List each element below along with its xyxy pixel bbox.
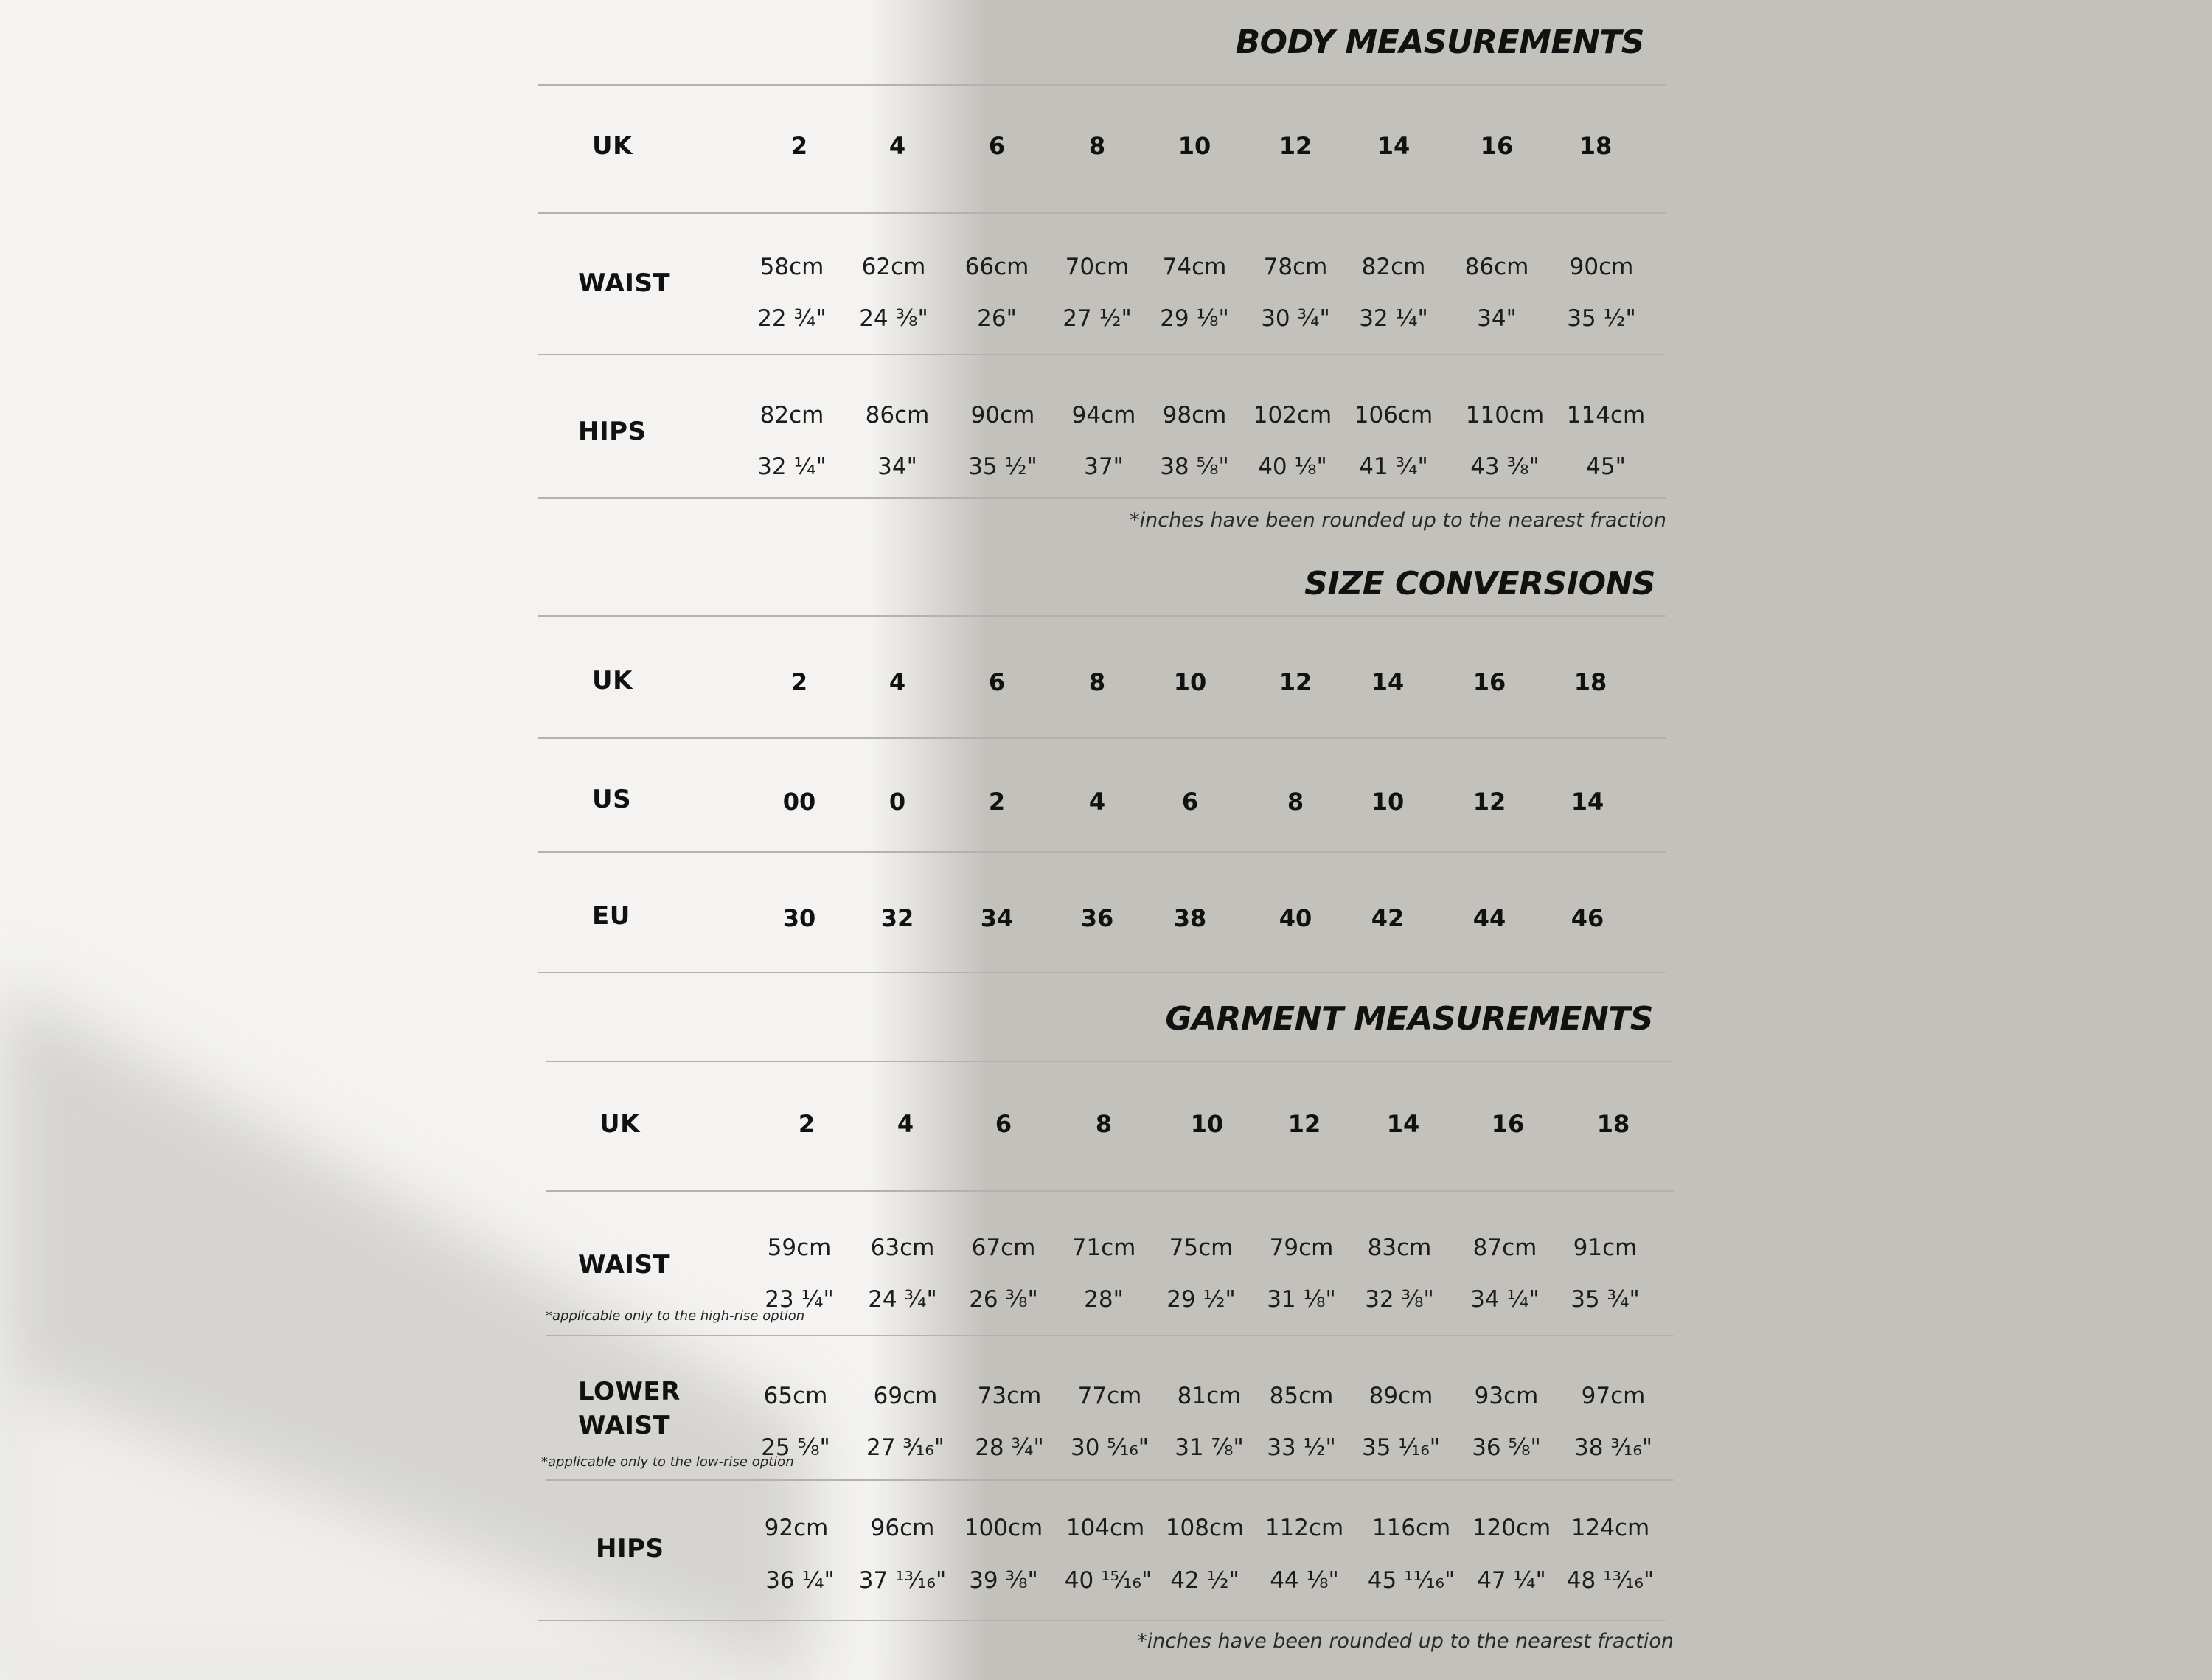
uk-size: 6 xyxy=(988,132,1006,160)
high-rise-note: *applicable only to the high-rise option xyxy=(546,1308,805,1324)
uk-size: 10 xyxy=(1173,668,1207,696)
uk-size: 18 xyxy=(1596,1110,1630,1138)
lower-waist-cm: 93cm xyxy=(1474,1383,1539,1409)
us-size: 6 xyxy=(1181,788,1199,816)
lower-waist-inches: 30 ⁵⁄₁₆" xyxy=(1070,1434,1150,1461)
low-rise-note: *applicable only to the low-rise option xyxy=(541,1454,794,1470)
row-label: UK xyxy=(592,131,633,161)
us-size: 0 xyxy=(888,788,906,816)
size-conversions-title: SIZE CONVERSIONS xyxy=(1304,565,1655,603)
waist-cm: 86cm xyxy=(1464,254,1529,280)
waist-cm: 78cm xyxy=(1263,254,1328,280)
hips-cm: 120cm xyxy=(1472,1515,1551,1541)
uk-size: 8 xyxy=(1095,1110,1113,1138)
hips-inches: 39 ⅜" xyxy=(969,1567,1038,1594)
hips-cm: 86cm xyxy=(865,402,930,428)
uk-size: 12 xyxy=(1279,132,1312,160)
lower-waist-inches: 28 ¾" xyxy=(975,1434,1044,1461)
uk-size: 14 xyxy=(1377,132,1411,160)
lower-waist-cm: 85cm xyxy=(1269,1383,1334,1409)
waist-inches: 35 ½" xyxy=(1567,305,1636,332)
lower-waist-cm: 81cm xyxy=(1177,1383,1242,1409)
eu-size: 32 xyxy=(880,904,914,932)
hips-cm: 98cm xyxy=(1162,402,1227,428)
waist-inches: 29 ⅛" xyxy=(1160,305,1229,332)
us-size: 4 xyxy=(1088,788,1106,816)
hips-inches: 44 ⅛" xyxy=(1270,1567,1339,1594)
lower-waist-cm: 69cm xyxy=(873,1383,938,1409)
lower-waist-cm: 65cm xyxy=(763,1383,828,1409)
uk-size: 6 xyxy=(988,668,1006,696)
uk-size: 12 xyxy=(1279,668,1312,696)
uk-size: 16 xyxy=(1480,132,1514,160)
hips-inches: 32 ¼" xyxy=(757,454,827,480)
waist-cm: 87cm xyxy=(1472,1235,1537,1261)
uk-size: 18 xyxy=(1573,668,1607,696)
waist-inches: 34" xyxy=(1477,305,1517,332)
eu-size: 44 xyxy=(1472,904,1506,932)
uk-size: 14 xyxy=(1371,668,1405,696)
lower-waist-inches: 27 ³⁄₁₆" xyxy=(866,1434,945,1461)
uk-size: 18 xyxy=(1579,132,1613,160)
row-label: UK xyxy=(599,1109,640,1139)
hips-inches: 45 ¹¹⁄₁₆" xyxy=(1367,1567,1455,1594)
divider xyxy=(538,354,1666,355)
hips-cm: 104cm xyxy=(1065,1515,1145,1541)
divider xyxy=(546,1061,1674,1062)
rounding-note: *inches have been rounded up to the nearest fraction xyxy=(1130,509,1666,532)
hips-cm: 114cm xyxy=(1566,402,1646,428)
waist-inches: 35 ¾" xyxy=(1571,1286,1640,1313)
hips-inches: 36 ¼" xyxy=(765,1567,835,1594)
waist-cm: 82cm xyxy=(1361,254,1426,280)
divider xyxy=(538,1620,1666,1621)
waist-inches: 32 ⅜" xyxy=(1365,1286,1434,1313)
uk-size: 2 xyxy=(790,132,808,160)
eu-size: 46 xyxy=(1571,904,1604,932)
hips-cm: 94cm xyxy=(1071,402,1136,428)
waist-inches: 30 ¾" xyxy=(1261,305,1330,332)
uk-size: 12 xyxy=(1287,1110,1321,1138)
row-label: US xyxy=(592,785,632,814)
uk-size: 8 xyxy=(1088,132,1106,160)
uk-size: 4 xyxy=(888,132,906,160)
us-size: 12 xyxy=(1472,788,1506,816)
waist-inches: 32 ¼" xyxy=(1359,305,1428,332)
hips-cm: 112cm xyxy=(1265,1515,1344,1541)
waist-cm: 59cm xyxy=(767,1235,832,1261)
waist-cm: 66cm xyxy=(964,254,1029,280)
hips-cm: 102cm xyxy=(1253,402,1332,428)
lower-waist-inches: 33 ½" xyxy=(1267,1434,1336,1461)
eu-size: 36 xyxy=(1080,904,1114,932)
hips-inches: 42 ½" xyxy=(1170,1567,1239,1594)
hips-cm: 100cm xyxy=(964,1515,1043,1541)
us-size: 14 xyxy=(1571,788,1604,816)
lower-waist-inches: 35 ¹⁄₁₆" xyxy=(1361,1434,1441,1461)
hips-cm: 124cm xyxy=(1571,1515,1650,1541)
us-size: 10 xyxy=(1371,788,1405,816)
waist-cm: 63cm xyxy=(870,1235,935,1261)
uk-size: 10 xyxy=(1190,1110,1224,1138)
hips-inches: 47 ¼" xyxy=(1477,1567,1546,1594)
lower-waist-cm: 97cm xyxy=(1581,1383,1646,1409)
divider xyxy=(546,1190,1674,1192)
hips-cm: 106cm xyxy=(1354,402,1433,428)
uk-size: 4 xyxy=(897,1110,914,1138)
rounding-note: *inches have been rounded up to the nearest fraction xyxy=(1137,1630,1674,1653)
hips-cm: 110cm xyxy=(1465,402,1545,428)
hips-inches: 45" xyxy=(1586,454,1626,480)
us-size: 2 xyxy=(988,788,1006,816)
garment-measurements-title: GARMENT MEASUREMENTS xyxy=(1165,1000,1653,1038)
lower-waist-inches: 38 ³⁄₁₆" xyxy=(1573,1434,1653,1461)
divider xyxy=(538,212,1666,214)
hips-inches: 38 ⅝" xyxy=(1160,454,1229,480)
divider xyxy=(546,1479,1674,1481)
waist-inches: 24 ⅜" xyxy=(859,305,928,332)
uk-size: 10 xyxy=(1178,132,1211,160)
waist-cm: 58cm xyxy=(759,254,824,280)
uk-size: 2 xyxy=(790,668,808,696)
hips-inches: 40 ⅛" xyxy=(1258,454,1327,480)
waist-cm: 74cm xyxy=(1162,254,1227,280)
hips-inches: 34" xyxy=(877,454,917,480)
row-label: EU xyxy=(592,901,630,931)
hips-inches: 40 ¹⁵⁄₁₆" xyxy=(1064,1567,1152,1594)
waist-inches: 26" xyxy=(977,305,1017,332)
waist-inches: 23 ¼" xyxy=(765,1286,834,1313)
us-size: 8 xyxy=(1287,788,1304,816)
row-label: HIPS xyxy=(578,417,647,446)
uk-size: 16 xyxy=(1472,668,1506,696)
eu-size: 40 xyxy=(1279,904,1312,932)
waist-cm: 71cm xyxy=(1071,1235,1136,1261)
waist-inches: 24 ¾" xyxy=(868,1286,937,1313)
lower-waist-cm: 73cm xyxy=(977,1383,1042,1409)
waist-cm: 90cm xyxy=(1569,254,1634,280)
uk-size: 6 xyxy=(995,1110,1012,1138)
hips-inches: 37" xyxy=(1084,454,1124,480)
eu-size: 38 xyxy=(1173,904,1207,932)
waist-cm: 75cm xyxy=(1169,1235,1234,1261)
lower-waist-inches: 36 ⅝" xyxy=(1472,1434,1541,1461)
body-measurements-title: BODY MEASUREMENTS xyxy=(1235,24,1644,61)
hips-inches: 35 ½" xyxy=(968,454,1037,480)
waist-inches: 26 ⅜" xyxy=(969,1286,1038,1313)
waist-cm: 62cm xyxy=(861,254,926,280)
waist-inches: 22 ¾" xyxy=(757,305,827,332)
row-label: WAIST xyxy=(578,268,671,298)
waist-cm: 91cm xyxy=(1573,1235,1638,1261)
hips-inches: 43 ⅜" xyxy=(1470,454,1540,480)
divider xyxy=(538,615,1666,617)
uk-size: 8 xyxy=(1088,668,1106,696)
lower-waist-inches: 25 ⅝" xyxy=(761,1434,830,1461)
hips-inches: 41 ¾" xyxy=(1359,454,1428,480)
lower-waist-cm: 89cm xyxy=(1368,1383,1433,1409)
waist-cm: 67cm xyxy=(971,1235,1036,1261)
row-label: UK xyxy=(592,666,633,695)
hips-cm: 108cm xyxy=(1165,1515,1245,1541)
waist-cm: 79cm xyxy=(1269,1235,1334,1261)
waist-inches: 27 ½" xyxy=(1062,305,1132,332)
divider xyxy=(538,84,1666,86)
eu-size: 34 xyxy=(980,904,1014,932)
eu-size: 30 xyxy=(782,904,816,932)
eu-size: 42 xyxy=(1371,904,1405,932)
divider xyxy=(538,972,1666,973)
waist-cm: 83cm xyxy=(1367,1235,1432,1261)
divider xyxy=(538,851,1666,853)
divider xyxy=(538,737,1666,739)
lower-waist-inches: 31 ⅞" xyxy=(1175,1434,1244,1461)
hips-inches: 37 ¹³⁄₁₆" xyxy=(858,1567,947,1594)
hips-cm: 96cm xyxy=(870,1515,935,1541)
row-label: LOWER WAIST xyxy=(578,1377,681,1440)
hips-cm: 92cm xyxy=(764,1515,829,1541)
hips-cm: 116cm xyxy=(1371,1515,1451,1541)
lower-waist-cm: 77cm xyxy=(1077,1383,1142,1409)
waist-inches: 28" xyxy=(1084,1286,1124,1313)
hips-inches: 48 ¹³⁄₁₆" xyxy=(1566,1567,1655,1594)
hips-cm: 90cm xyxy=(970,402,1035,428)
hips-cm: 82cm xyxy=(759,402,824,428)
row-label: HIPS xyxy=(596,1534,664,1563)
row-label: WAIST xyxy=(578,1250,671,1280)
uk-size: 14 xyxy=(1386,1110,1420,1138)
uk-size: 2 xyxy=(798,1110,815,1138)
uk-size: 16 xyxy=(1491,1110,1525,1138)
us-size: 00 xyxy=(782,788,816,816)
waist-inches: 34 ¼" xyxy=(1470,1286,1540,1313)
waist-inches: 29 ½" xyxy=(1166,1286,1236,1313)
waist-cm: 70cm xyxy=(1065,254,1130,280)
waist-inches: 31 ⅛" xyxy=(1267,1286,1336,1313)
uk-size: 4 xyxy=(888,668,906,696)
divider xyxy=(538,497,1666,499)
divider xyxy=(546,1335,1674,1336)
